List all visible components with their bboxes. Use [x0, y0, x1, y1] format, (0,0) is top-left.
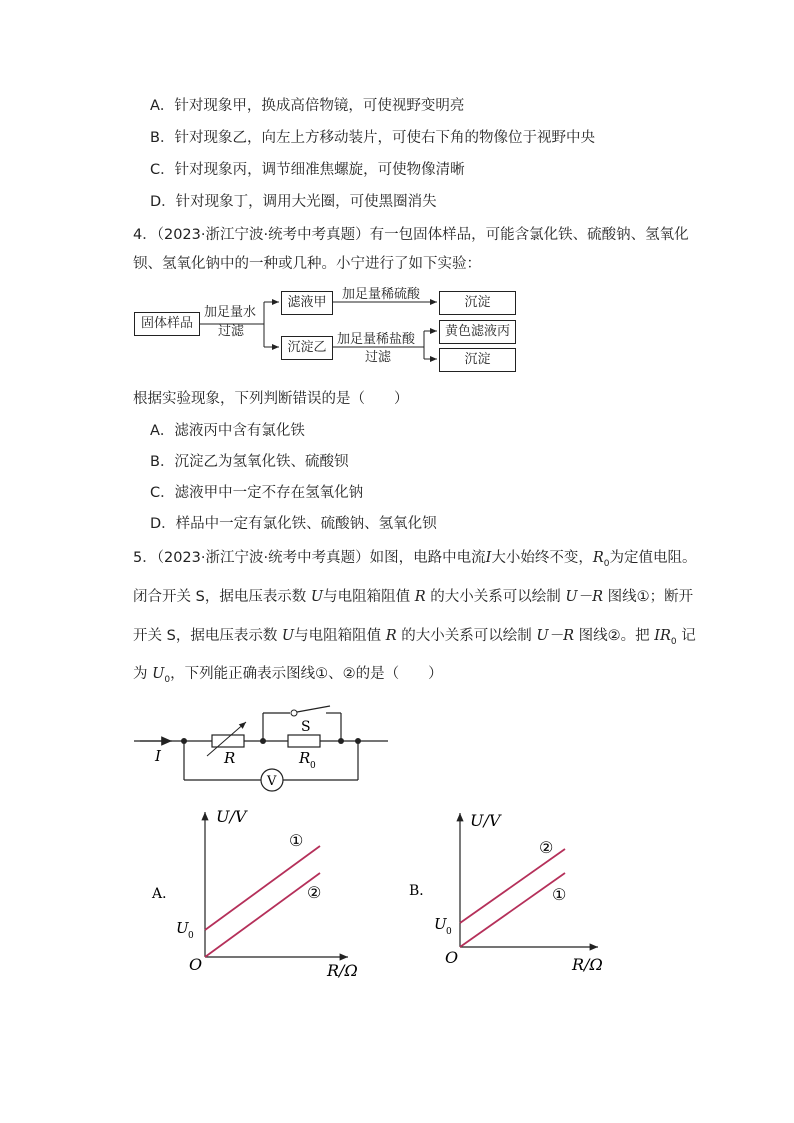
- graph-b-ylabel: U/V: [470, 811, 501, 830]
- graph-b-option: B．: [409, 883, 434, 899]
- q4-stem-line1: 4．（2023·浙江宁波·统考中考真题）有一包固体样品，可能含氯化铁、硫酸钠、氢氧化: [133, 227, 689, 243]
- box-filtrate-c: 黄色滤液丙: [439, 320, 516, 344]
- graph-b-line-lower: [460, 873, 565, 947]
- graph-a-origin: O: [189, 955, 203, 974]
- label-step1-top: 加足量水: [204, 305, 257, 320]
- graph-a-option: A．: [152, 886, 177, 902]
- q4-stem-line2: 钡、氢氧化钠中的一种或几种。小宁进行了如下实验：: [133, 256, 481, 272]
- box-sample: 固体样品: [134, 312, 200, 336]
- box-filtrate-a: 滤液甲: [281, 291, 333, 315]
- q4-option-d: D．样品中一定有氯化铁、硫酸钠、氢氧化钡: [150, 516, 437, 532]
- label-step1-bottom: 过滤: [218, 324, 245, 339]
- q3-option-d: D．针对现象丁，调用大光圈，可使黑圈消失: [150, 194, 437, 210]
- box-result-a: 沉淀: [439, 291, 516, 315]
- label-R0: R: [299, 749, 311, 767]
- graph-a-line-lower: [205, 873, 320, 957]
- label-voltmeter: V: [267, 774, 277, 789]
- label-current: I: [155, 747, 161, 765]
- q4-question: 根据实验现象，下列判断错误的是（ ）: [133, 391, 409, 407]
- label-R0-sub: 0: [310, 761, 316, 771]
- graph-b-label-lower: ①: [552, 885, 567, 904]
- q5-stem-line3: 开关 S，据电压表示数 U与电阻箱阻值 R 的大小关系可以绘制 U－R 图线②。把 $IR_0$ 记: [133, 628, 696, 647]
- q5-stem-line2: 闭合开关 S，据电压表示数 U与电阻箱阻值 R 的大小关系可以绘制 U－R 图线①；断开: [133, 589, 694, 605]
- graph-a-xlabel: R/Ω: [327, 961, 358, 980]
- graph-a-u0: U: [176, 919, 189, 937]
- graph-b-xlabel: R/Ω: [572, 955, 603, 974]
- graph-a-label-upper: ①: [289, 831, 304, 850]
- label-step3-bottom: 过滤: [365, 350, 392, 365]
- graph-a-u0-sub: 0: [188, 931, 194, 941]
- graph-b-label-upper: ②: [539, 838, 554, 857]
- q3-option-c: C．针对现象丙，调节细准焦螺旋，可使物像清晰: [150, 162, 465, 178]
- label-R: R: [224, 749, 236, 767]
- graph-b-line-upper: [460, 849, 565, 923]
- q3-option-b: B．针对现象乙，向左上方移动装片，可使右下角的物像位于视野中央: [150, 130, 595, 146]
- graph-a-label-lower: ②: [307, 883, 322, 902]
- box-result-c: 沉淀: [439, 348, 516, 372]
- graph-a: [151, 807, 358, 980]
- graph-b-u0-sub: 0: [446, 927, 452, 937]
- graph-a-line-upper: [205, 846, 320, 930]
- resistor-box-R: [212, 735, 244, 747]
- graph-b-origin: O: [445, 948, 459, 967]
- q3-option-a: A．针对现象甲，换成高倍物镜，可使视野变明亮: [150, 98, 465, 114]
- box-precip-b: 沉淀乙: [281, 336, 333, 360]
- q4-option-a: A．滤液丙中含有氯化铁: [150, 423, 305, 439]
- graph-b: [409, 811, 603, 974]
- label-step2: 加足量稀硫酸: [342, 287, 421, 302]
- q5-stem-line4: 为 $U_0$，下列能正确表示图线①、②的是（ ）: [133, 666, 443, 685]
- graph-b-u0: U: [434, 915, 447, 933]
- resistor-box-R0: [288, 735, 320, 747]
- graph-a-ylabel: U/V: [216, 807, 247, 826]
- switch-contact: [291, 710, 297, 716]
- q4-option-c: C．滤液甲中一定不存在氢氧化钠: [150, 485, 364, 501]
- switch-lever: [297, 706, 330, 712]
- q5-stem-line1: 5．（2023·浙江宁波·统考中考真题）如图，电路中电流I大小始终不变，$R_0$为定值电阻。: [133, 550, 697, 569]
- q4-option-b: B．沉淀乙为氢氧化铁、硫酸钡: [150, 454, 349, 470]
- label-switch: S: [301, 719, 311, 735]
- label-step3-top: 加足量稀盐酸: [337, 332, 416, 347]
